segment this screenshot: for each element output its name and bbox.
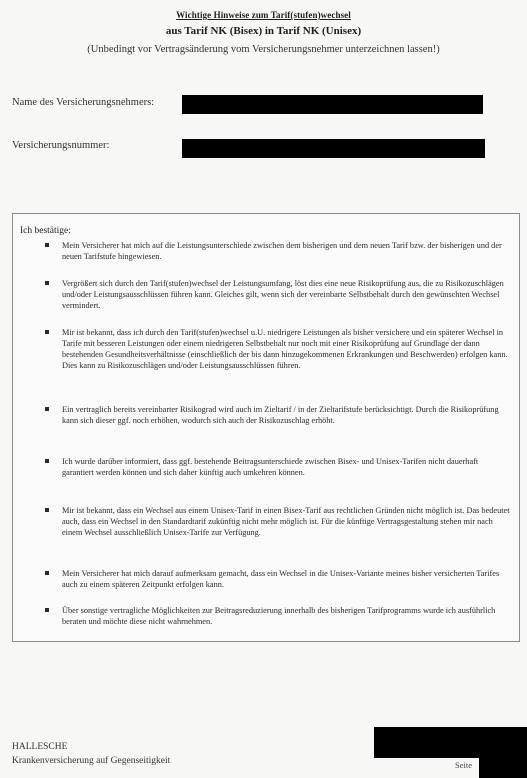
bullet-icon bbox=[45, 508, 49, 512]
bullet-icon bbox=[45, 571, 49, 575]
confirmation-item-text: Mein Versicherer hat mich auf die Leistungsunterschiede zwischen dem bisherigen und dem neuen Tarif bzw. der bisherigen und der neuen Tarifstufe hingewiesen. bbox=[62, 241, 502, 261]
confirmation-intro: Ich bestätige: bbox=[20, 226, 71, 236]
document-instruction: (Unbedingt vor Vertragsänderung vom Versicherungsnehmer unterzeichnen lassen!) bbox=[87, 44, 440, 55]
company-subtitle: Krankenversicherung auf Gegenseitigkeit bbox=[12, 756, 171, 766]
policy-number-redacted bbox=[182, 139, 485, 158]
bullet-icon bbox=[45, 281, 49, 285]
confirmation-item-text: Mir ist bekannt, dass ein Wechsel aus einem Unisex-Tarif in einen Bisex-Tarif aus rechtlichen Gründen nicht möglich ist. Das bedeutet auch, dass ein Wechsel in den Standardtarif zukünftig nicht mehr möglich ist. Für die künftige Vertragsgestaltung stehen mir nach einem Wechsel ausschließlich Unisex-Tarife zur Verfügung. bbox=[62, 506, 510, 537]
confirmation-item-text: Mein Versicherer hat mich darauf aufmerksam gemacht, dass ein Wechsel in die Unisex-Variante meines bisher versicherten Tarifes auch zu einem späteren Zeitpunkt erfolgen kann. bbox=[62, 569, 500, 589]
confirmation-item-text: Ich wurde darüber informiert, dass ggf. bestehende Beitragsunterschiede zwischen Bisex- und Unisex-Tarifen nicht dauerhaft garantiert werden können und sich daher künftig auch umkehren können. bbox=[62, 457, 479, 477]
confirmation-item-text: Mir ist bekannt, dass ich durch den Tarif(stufen)wechsel u.U. niedrigere Leistungen als bisher versichere und ein späterer Wechsel in Tarife mit besseren Leistungen oder einem niedrigeren Selbstbehalt nur noch mit einer Risikoprüfung auf Grundlage der dann bestehenden Gesundheitsverhältnisse (einschließlich der bis dann hinzugekommenen Erkrankungen und Beschwerden) erfolgen kann. Dies kann zu Risikozuschlägen und/oder Leistungsausschlüssen führen. bbox=[62, 328, 508, 370]
page-number-redacted bbox=[479, 756, 527, 778]
policyholder-name-label: Name des Versicherungsnehmers: bbox=[12, 97, 155, 108]
confirmation-box bbox=[12, 213, 520, 642]
bullet-icon bbox=[45, 459, 49, 463]
bullet-icon bbox=[45, 243, 49, 247]
company-name: HALLESCHE bbox=[12, 742, 68, 752]
confirmation-item-text: Vergrößert sich durch den Tarif(stufen)wechsel der Leistungsumfang, löst dies eine neue Risikoprüfung aus, die zu Risikozuschlägen und/oder Leistungsausschlüssen führen kann. Gleiches gilt, wenn sich der vereinbarte Selbstbehalt durch den gewünschten Wechsel vermindert. bbox=[62, 279, 504, 310]
confirmation-item-text: Ein vertraglich bereits vereinbarter Risikograd wird auch im Zieltarif / in der Zieltarifstufe berücksichtigt. Durch die Risikoprüfung kann sich dieser ggf. noch erhöhen, wodurch sich auch der Risikozuschlag erhöht. bbox=[62, 405, 499, 425]
policy-number-label: Versicherungsnummer: bbox=[12, 140, 110, 151]
bullet-icon bbox=[45, 608, 49, 612]
bullet-icon bbox=[45, 407, 49, 411]
footer-redacted-block bbox=[374, 727, 527, 758]
bullet-icon bbox=[45, 330, 49, 334]
document-subtitle: aus Tarif NK (Bisex) in Tarif NK (Unisex) bbox=[165, 25, 362, 37]
policyholder-name-redacted bbox=[182, 95, 483, 114]
page-label: Seite bbox=[455, 760, 472, 770]
document-title: Wichtige Hinweise zum Tarif(stufen)wechsel bbox=[176, 10, 351, 20]
confirmation-item-text: Über sonstige vertragliche Möglichkeiten zur Beitragsreduzierung innerhalb des bisherigen Tarifprogramms wurde ich ausführlich beraten und möchte diese nicht wahrnehmen. bbox=[62, 606, 496, 626]
